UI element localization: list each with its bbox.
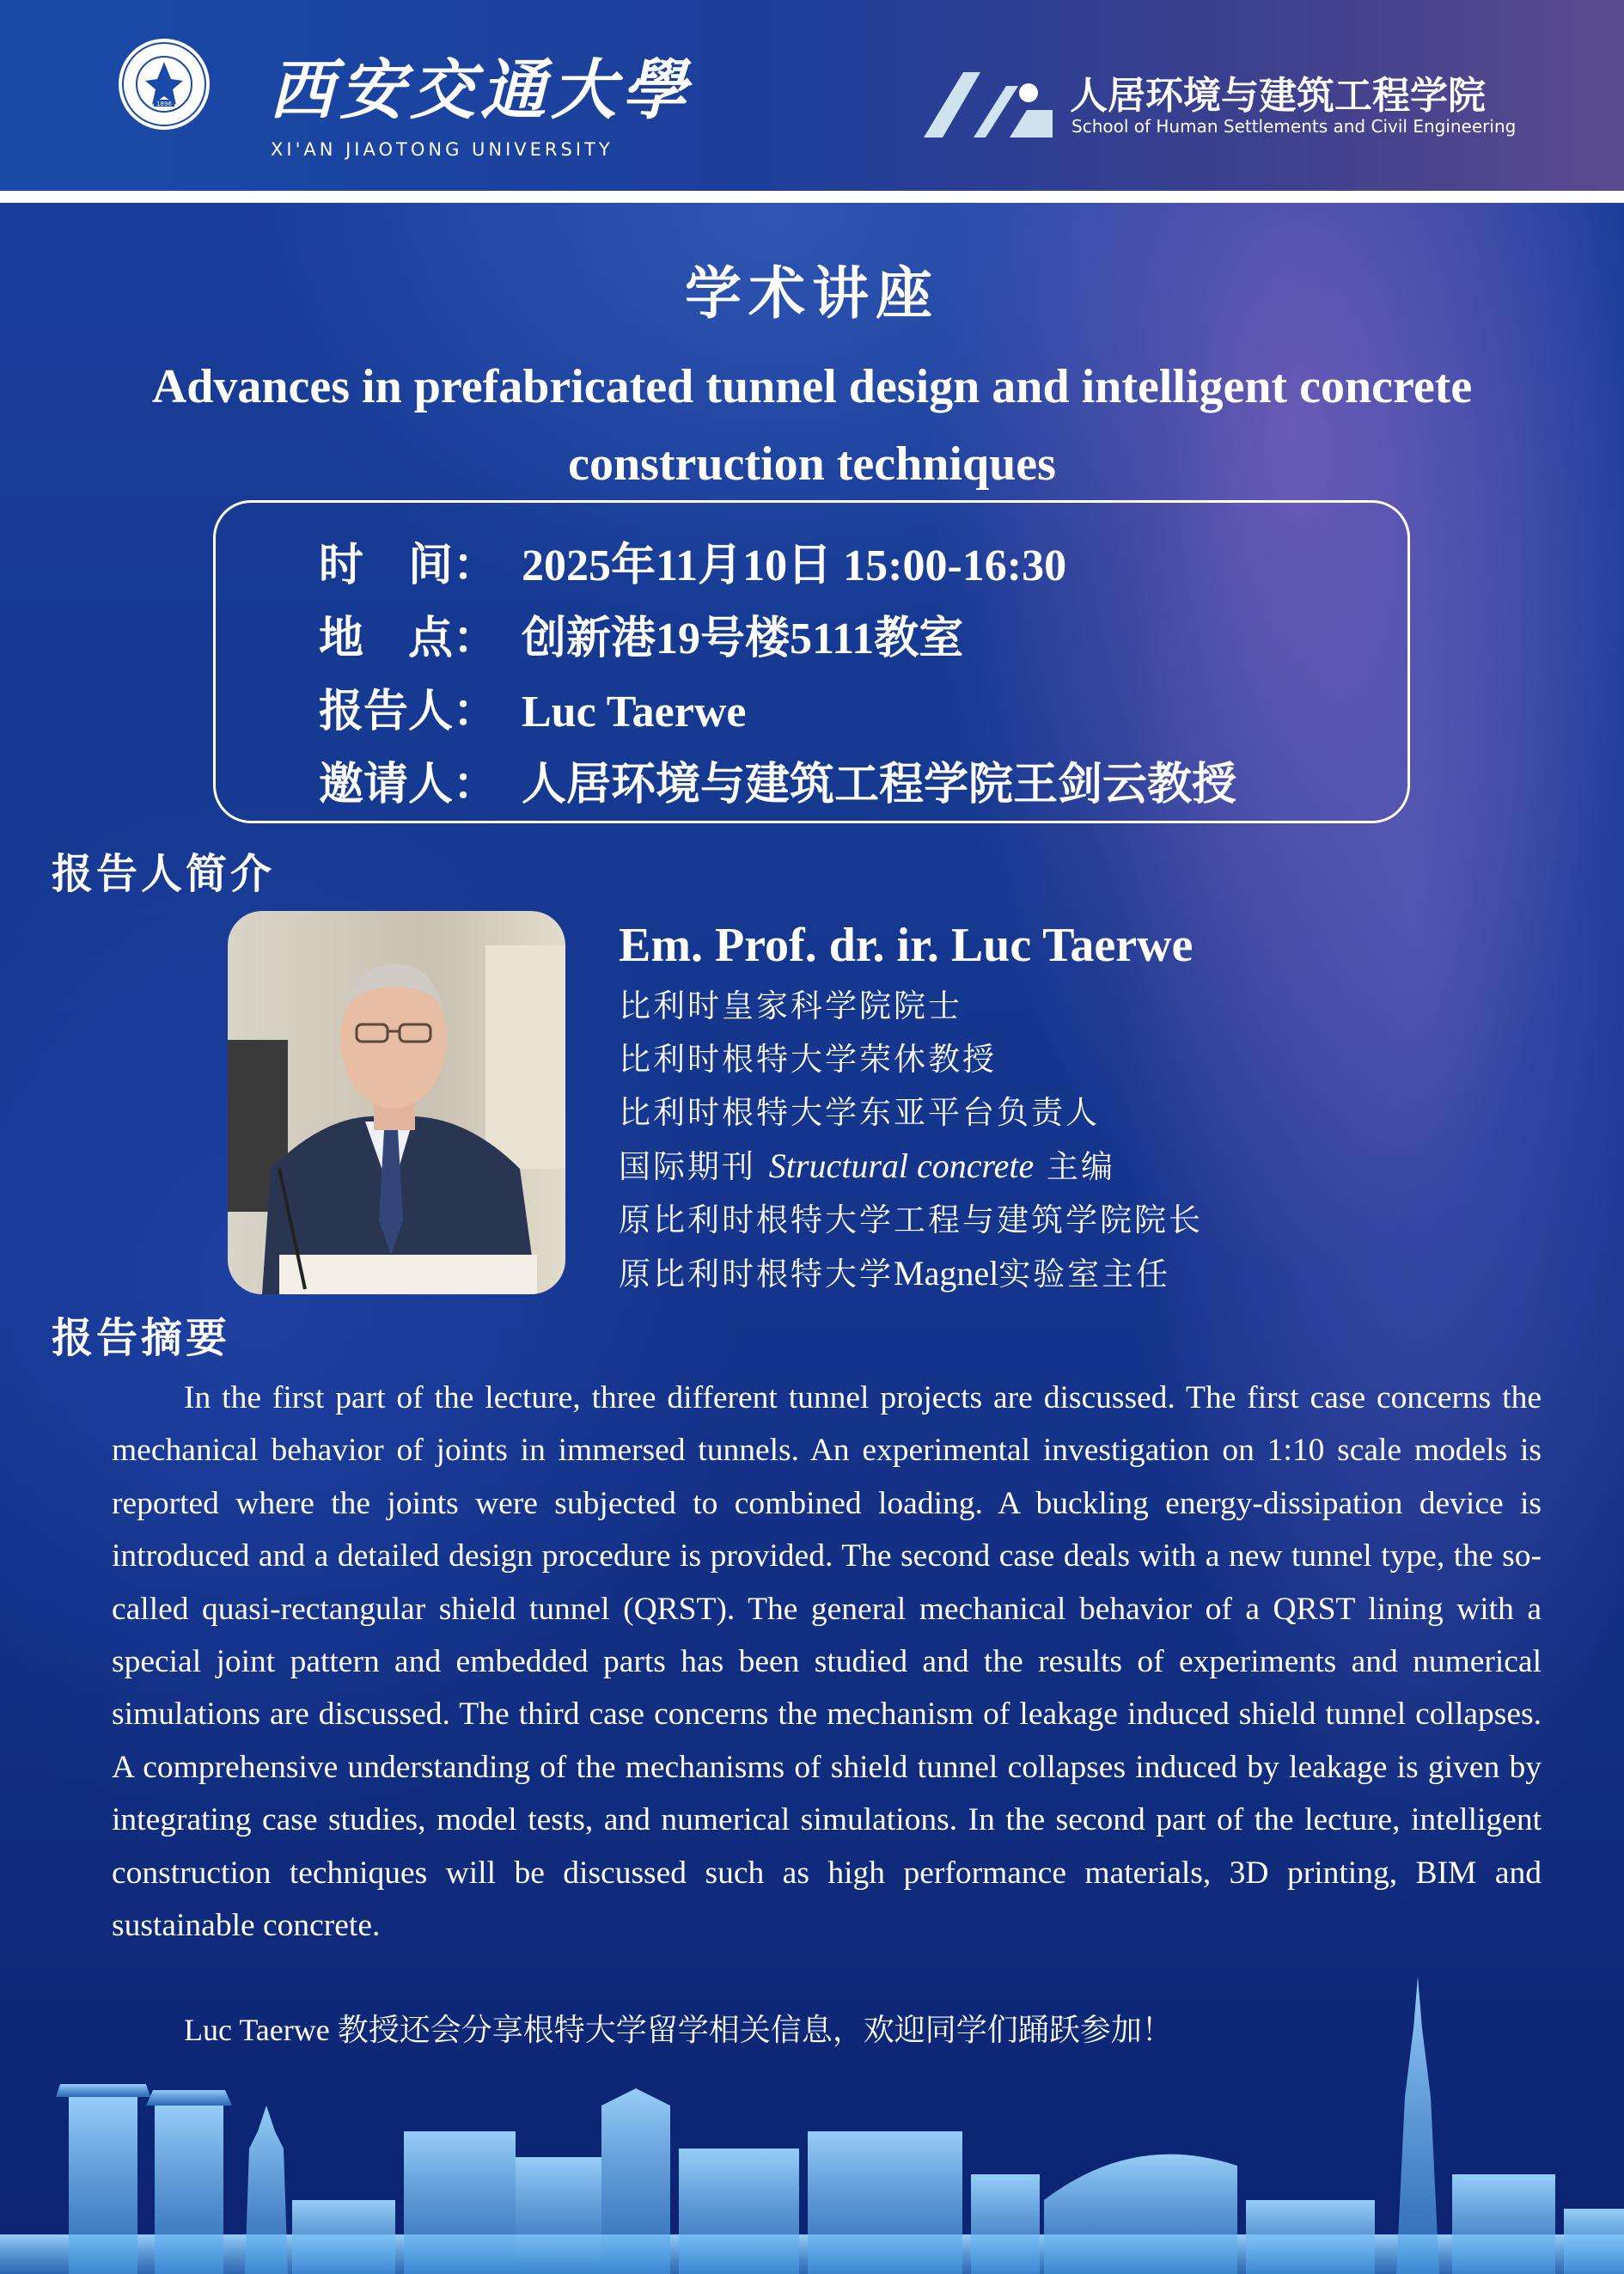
time-label: 时 间： <box>319 539 498 591</box>
page-title: 学术讲座 <box>685 260 939 327</box>
lecture-info-box <box>213 500 1410 823</box>
svg-text:1896: 1896 <box>156 101 172 107</box>
place-label: 地 点： <box>319 612 498 664</box>
bio-heading: 报告人简介 <box>52 850 276 898</box>
speaker-value: Luc Taerwe <box>522 688 747 737</box>
header-divider <box>0 191 1624 203</box>
info-row-inviter <box>319 748 1236 816</box>
info-row-speaker <box>319 675 746 743</box>
school-name-en: School of Human Settlements and Civil Engineering <box>1071 116 1517 137</box>
speaker-label: 报告人： <box>319 685 498 737</box>
school-name-cn: 人居环境与建筑工程学院 <box>1070 74 1486 118</box>
credential-item-journal <box>619 1140 1564 1194</box>
journal-name: Structural concrete <box>768 1146 1035 1185</box>
credential-item: 原比利时根特大学工程与建筑学院院长 <box>619 1201 1203 1238</box>
time-value: 2025年11月10日 15:00-16:30 <box>522 541 1067 590</box>
university-name-en: XI'AN JIAOTONG UNIVERSITY <box>271 139 614 160</box>
credential-item: 比利时根特大学东亚平台负责人 <box>619 1094 1100 1131</box>
speaker-photo-image <box>228 911 565 1294</box>
journal-prefix: 国际期刊 <box>619 1148 769 1185</box>
university-logo <box>116 36 692 165</box>
city-skyline-illustration <box>0 1977 1624 2274</box>
speaker-name: Em. Prof. dr. ir. Luc Taerwe <box>619 919 1194 972</box>
school-emblem-icon <box>924 69 1053 143</box>
info-row-place <box>319 602 963 670</box>
speaker-photo <box>228 911 565 1294</box>
place-value: 创新港19号楼5111教室 <box>522 614 964 663</box>
university-name-cn: 西安交通大學 <box>269 52 692 128</box>
abstract-heading: 报告摘要 <box>52 1314 231 1362</box>
closing-text: Luc Taerwe 教授还会分享根特大学留学相关信息，欢迎同学们踊跃参加！ <box>184 2013 1173 2047</box>
school-logo <box>924 64 1577 159</box>
inviter-label: 邀请人： <box>319 758 498 810</box>
lab-prefix: 原比利时根特大学 <box>619 1256 894 1293</box>
lab-suffix: 实验室主任 <box>998 1256 1171 1293</box>
speaker-credentials <box>619 980 1564 1301</box>
info-row-time <box>319 529 1066 597</box>
credential-item: 比利时皇家科学院院士 <box>619 987 962 1024</box>
credential-item: 比利时根特大学荣休教授 <box>619 1041 997 1078</box>
university-seal-icon <box>116 36 212 132</box>
abstract-text: In the first part of the lecture, three different tunnel projects are discussed. The first case concerns the mechanical behavior of joints in immersed tunnels. An experimental investigation on 1:10 scale models is reported where the joints were subjected to combined loading. A buckling energy-dissipation device is introduced and a detailed design procedure is provided. The second case deals with a new tunnel type, the so-called quasi-rectangular shield tunnel (QRST). The general mechanical behavior of a QRST lining with a special joint pattern and embedded parts has been studied and the results of experiments and numerical simulations are discussed. The third case concerns the mechanism of leakage induced shield tunnel collapses. A comprehensive understanding of the mechanisms of shield tunnel collapses induced by leakage is given by integrating case studies, model tests, and numerical simulations. In the second part of the lecture, intelligent construction techniques will be discussed such as high performance materials, 3D printing, BIM and sustainable concrete. <box>112 1380 1542 1944</box>
inviter-value: 人居环境与建筑工程学院王剑云教授 <box>522 761 1237 810</box>
lecture-title: Advances in prefabricated tunnel design and intelligent concrete construction techniques <box>151 360 1473 491</box>
credential-item-lab <box>619 1247 1564 1301</box>
lab-name: Magnel <box>894 1254 999 1293</box>
journal-suffix: 主编 <box>1034 1148 1115 1185</box>
